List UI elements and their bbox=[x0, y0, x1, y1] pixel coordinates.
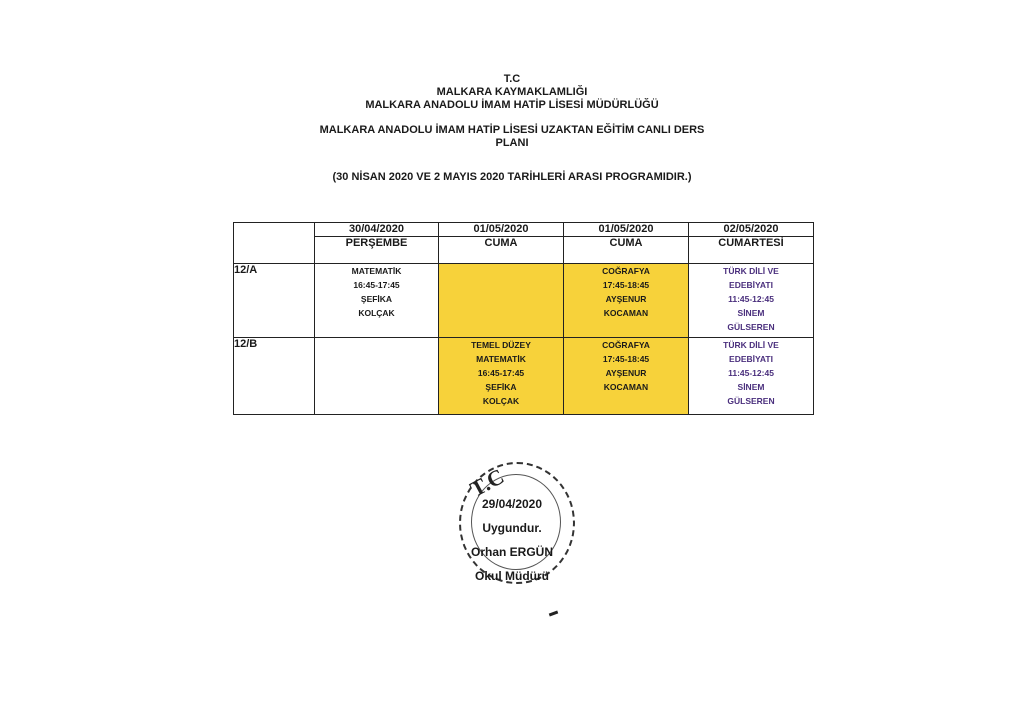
header-school: MALKARA ANADOLU İMAM HATİP LİSESİ MÜDÜRLÜĞÜ bbox=[365, 99, 659, 111]
lesson-line: GÜLSEREN bbox=[727, 396, 775, 406]
lesson-line: AYŞENUR bbox=[605, 294, 647, 304]
signer-name: Orhan ERGÜN bbox=[470, 545, 553, 559]
row-label: 12/B bbox=[234, 338, 315, 415]
plan-title bbox=[0, 124, 1024, 150]
column-date: 02/05/2020 bbox=[723, 223, 779, 235]
signer-title: Okul Müdürü bbox=[475, 569, 549, 583]
lesson-cell bbox=[564, 338, 689, 415]
column-header bbox=[564, 223, 689, 264]
column-day: CUMA bbox=[439, 236, 563, 250]
column-header bbox=[315, 223, 439, 264]
column-date: 01/05/2020 bbox=[473, 223, 529, 235]
date-range bbox=[0, 171, 1024, 184]
column-header bbox=[439, 223, 564, 264]
lesson-line: KOLÇAK bbox=[482, 396, 520, 406]
lesson-cell bbox=[689, 264, 814, 338]
lesson-cell bbox=[439, 338, 564, 415]
lesson-cell bbox=[564, 264, 689, 338]
plan-title-line2: PLANI bbox=[495, 137, 529, 149]
lesson-line: KOCAMAN bbox=[603, 382, 649, 392]
lesson-line: COĞRAFYA bbox=[602, 266, 650, 276]
seal-text: T.C bbox=[465, 463, 509, 502]
lesson-line: TÜRK DİLİ VE bbox=[723, 340, 779, 350]
lesson-cell bbox=[315, 264, 439, 338]
approval-status: Uygundur. bbox=[482, 521, 542, 535]
lesson-line: EDEBİYATI bbox=[729, 354, 773, 364]
column-day: CUMARTESİ bbox=[689, 236, 813, 250]
column-header bbox=[689, 223, 814, 264]
lesson-line: KOLÇAK bbox=[358, 308, 395, 318]
plan-title-line1: MALKARA ANADOLU İMAM HATİP LİSESİ UZAKTAN EĞİTİM CANLI DERS bbox=[319, 124, 705, 136]
header-district: MALKARA KAYMAKLAMLIĞI bbox=[436, 86, 588, 98]
lesson-line: SİNEM bbox=[737, 382, 765, 392]
lesson-line: AYŞENUR bbox=[605, 368, 647, 378]
ink-mark bbox=[549, 611, 558, 617]
lesson-line: 16:45-17:45 bbox=[353, 280, 400, 290]
lesson-line: GÜLSEREN bbox=[727, 322, 775, 332]
lesson-line: 11:45-12:45 bbox=[728, 294, 774, 304]
lesson-line: EDEBİYATI bbox=[729, 280, 773, 290]
lesson-line: 11:45-12:45 bbox=[728, 368, 774, 378]
header-tc: T.C bbox=[503, 73, 521, 85]
date-range-text: (30 NİSAN 2020 VE 2 MAYIS 2020 TARİHLERİ ARASI PROGRAMIDIR.) bbox=[332, 171, 692, 183]
table-row bbox=[234, 338, 814, 415]
column-date: 30/04/2020 bbox=[348, 223, 405, 235]
lesson-line: MATEMATİK bbox=[351, 266, 402, 276]
lesson-cell bbox=[689, 338, 814, 415]
lesson-line: KOCAMAN bbox=[603, 308, 649, 318]
lesson-line: ŞEFİKA bbox=[485, 382, 517, 392]
lesson-line: TÜRK DİLİ VE bbox=[723, 266, 779, 276]
lesson-line: ŞEFİKA bbox=[360, 294, 393, 304]
column-day: CUMA bbox=[564, 236, 688, 250]
row-label: 12/A bbox=[234, 264, 315, 338]
lesson-cell-empty bbox=[439, 264, 564, 338]
lesson-line: 17:45-18:45 bbox=[602, 354, 650, 364]
column-day: PERŞEMBE bbox=[315, 236, 438, 250]
lesson-cell-empty bbox=[315, 338, 439, 415]
lesson-line: SİNEM bbox=[737, 308, 765, 318]
column-date: 01/05/2020 bbox=[598, 223, 654, 235]
lesson-line: MATEMATİK bbox=[476, 354, 526, 364]
table-header-row bbox=[234, 223, 814, 264]
document-header bbox=[0, 73, 1024, 112]
approval-date: 29/04/2020 bbox=[481, 497, 543, 511]
lesson-line: 17:45-18:45 bbox=[602, 280, 650, 290]
lesson-line: COĞRAFYA bbox=[602, 340, 650, 350]
lesson-line: 16:45-17:45 bbox=[477, 368, 525, 378]
schedule-table bbox=[233, 222, 814, 415]
corner-cell bbox=[234, 223, 315, 264]
lesson-line: TEMEL DÜZEY bbox=[471, 340, 531, 350]
table-row bbox=[234, 264, 814, 338]
